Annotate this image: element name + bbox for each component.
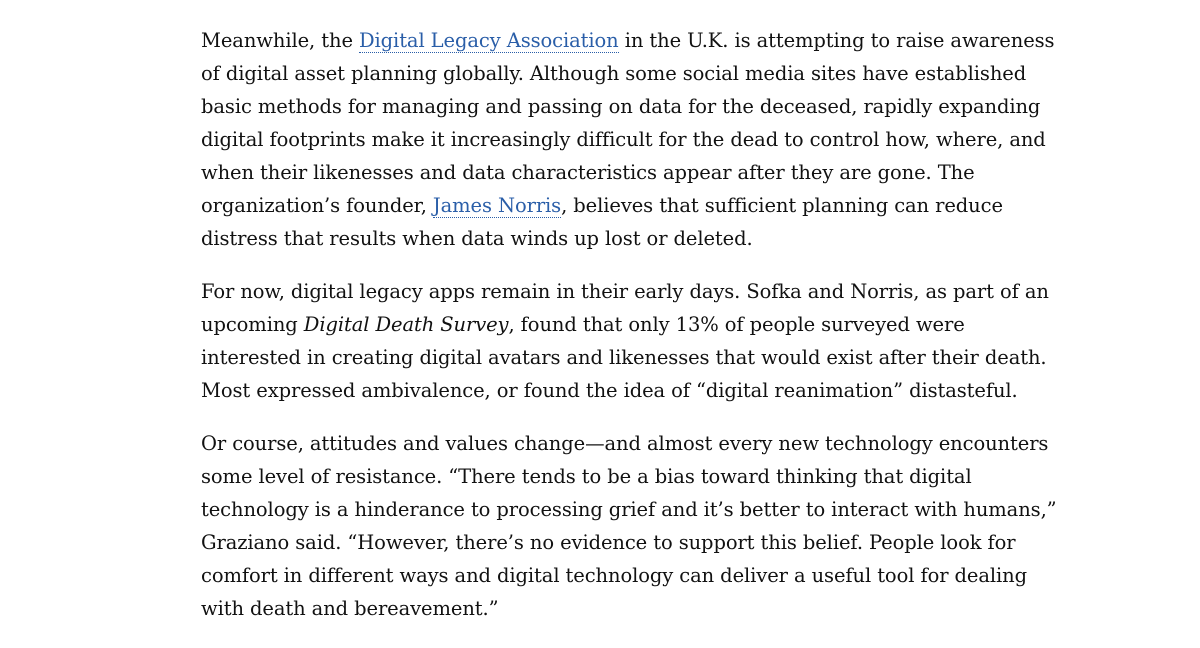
p1-line-6-text-a: organization’s founder, — [201, 194, 433, 217]
p2-line-2-text-b: , found that only 13% of people surveyed were — [508, 313, 965, 336]
p1-line-6 — [201, 189, 1003, 222]
p2-line-4: Most expressed ambivalence, or found the idea of “digital reanimation” distasteful. — [201, 379, 1018, 402]
article-body — [201, 24, 1057, 645]
paragraph-2 — [201, 275, 1049, 407]
digital-death-survey-title: Digital Death Survey — [303, 313, 509, 336]
p1-line-1 — [201, 24, 1055, 57]
p1-line-4: digital footprints make it increasingly difficult for the dead to control how, where, and — [201, 128, 1046, 151]
p1-line-1-text-a: Meanwhile, the — [201, 29, 359, 52]
p3-line-4: Graziano said. “However, there’s no evidence to support this belief. People look for — [201, 531, 1016, 554]
p2-line-2 — [201, 308, 991, 341]
p2-line-2-text-a: upcoming — [201, 313, 304, 336]
p3-line-3: technology is a hinderance to processing grief and it’s better to interact with humans,” — [201, 498, 1057, 521]
p3-line-5: comfort in different ways and digital technology can deliver a useful tool for dealing — [201, 564, 1027, 587]
p2-line-3: interested in creating digital avatars and likenesses that would exist after their death. — [201, 346, 1047, 369]
p3-line-2: some level of resistance. “There tends to be a bias toward thinking that digital — [201, 465, 972, 488]
paragraph-3 — [201, 427, 1057, 625]
p1-line-3: basic methods for managing and passing on data for the deceased, rapidly expanding — [201, 95, 1041, 118]
p1-line-2: of digital asset planning globally. Although some social media sites have established — [201, 62, 1027, 85]
james-norris-link[interactable]: James Norris — [432, 194, 562, 217]
p3-line-6: with death and bereavement.” — [201, 597, 499, 620]
paragraph-1 — [201, 24, 1055, 255]
p1-line-1-text-b: in the U.K. is attempting to raise awareness — [618, 29, 1055, 52]
p1-line-6-text-b: , believes that sufficient planning can reduce — [561, 194, 1003, 217]
digital-legacy-association-link[interactable]: Digital Legacy Association — [359, 29, 619, 52]
p2-line-1: For now, digital legacy apps remain in their early days. Sofka and Norris, as part of an — [201, 280, 1049, 303]
p1-line-5: when their likenesses and data characteristics appear after they are gone. The — [201, 161, 975, 184]
p3-line-1: Or course, attitudes and values change—and almost every new technology encounters — [201, 432, 1049, 455]
p1-line-7: distress that results when data winds up lost or deleted. — [201, 227, 753, 250]
